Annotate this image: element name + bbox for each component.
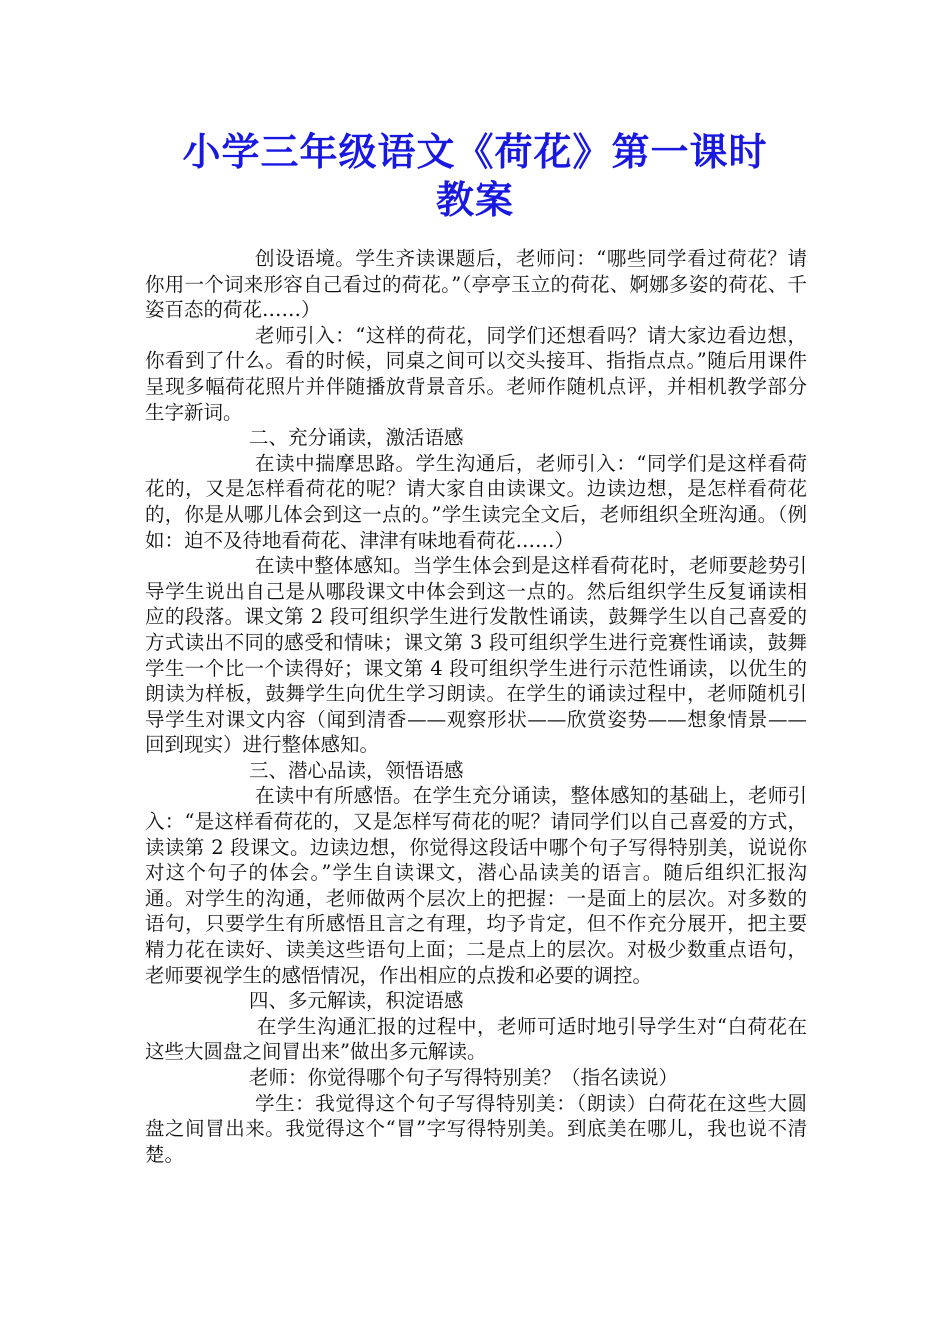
- document-body: [145, 246, 807, 1167]
- document-title: [100, 128, 850, 224]
- section-heading-2: 二、充分诵读，激活语感: [249, 426, 464, 450]
- dialogue-student: 学生：我觉得这个句子写得特别美：（朗读）白荷花在这些大圆盘之间冒出来。我觉得这个“冒”字写得特别美。到底美在哪儿，我也说不清楚。: [145, 1091, 807, 1166]
- title-line-2: 教案: [435, 177, 514, 222]
- title-line-1: 小学三年级语文《荷花》第一课时: [182, 129, 768, 174]
- paragraph-overall-perception: 在读中整体感知。当学生体会到是这样看荷花时，老师要趁势引导学生说出自己是从哪段课文中体会到这一点的。然后组织学生反复诵读相应的段落。课文第 2 段可组织学生进行发散性诵读，鼓舞学生以自己喜爱的方式读出不同的感受和情味；课文第 3 段可组织学生进行竞赛性诵读，鼓舞学生一个比一个读得好；课文第 4 段可组织学生进行示范性诵读，以优生的朗读为样板，鼓舞学生向优生学习朗读。在学生的诵读过程中，老师随机引导学生对课文内容（闻到清香——观察形状——欣赏姿势——想象情景——回到现实）进行整体感知。: [145, 554, 807, 757]
- section-heading-4: 四、多元解读，积淀语感: [249, 989, 464, 1013]
- paragraph-reading-ideas: 在读中揣摩思路。学生沟通后，老师引入：“同学们是这样看荷花的，又是怎样看荷花的呢？请大家自由读课文。边读边想，是怎样看荷花的，你是从哪儿体会到这一点的。”学生读完全文后，老师组织全班沟通。（例如：迫不及待地看荷花、津津有味地看荷花……）: [145, 451, 807, 552]
- paragraph-multiple-interpretation: 在学生沟通汇报的过程中，老师可适时地引导学生对“白荷花在这些大圆盘之间冒出来”做出多元解读。: [145, 1014, 807, 1064]
- section-heading-3: 三、潜心品读，领悟语感: [249, 758, 464, 782]
- paragraph-context-setup: 创设语境。学生齐读课题后，老师问：“哪些同学看过荷花？请你用一个词来形容自己看过的荷花。”（亭亭玉立的荷花、婀娜多姿的荷花、千姿百态的荷花……）: [145, 247, 807, 322]
- paragraph-comprehension: 在读中有所感悟。在学生充分诵读，整体感知的基础上，老师引入：“是这样看荷花的，又是怎样写荷花的呢？请同学们以自己喜爱的方式，读读第 2 段课文。边读边想，你觉得这段话中哪个句子写得特别美，说说你对这个句子的体会。”学生自读课文，潜心品读美的语言。随后组织汇报沟通。对学生的沟通，老师做两个层次上的把握：一是面上的层次。对多数的语句，只要学生有所感悟且言之有理，均予肯定，但不作充分展开，把主要精力花在读好、读美这些语句上面；二是点上的层次。对极少数重点语句，老师要视学生的感悟情况，作出相应的点拨和必要的调控。: [145, 784, 807, 987]
- dialogue-teacher: 老师：你觉得哪个句子写得特别美？（指名读说）: [249, 1066, 679, 1089]
- paragraph-teacher-intro: 老师引入：“这样的荷花，同学们还想看吗？请大家边看边想，你看到了什么。看的时候，同桌之间可以交头接耳、指指点点。”随后用课件呈现多幅荷花照片并伴随播放背景音乐。老师作随机点评，并相机教学部分生字新词。: [145, 323, 807, 424]
